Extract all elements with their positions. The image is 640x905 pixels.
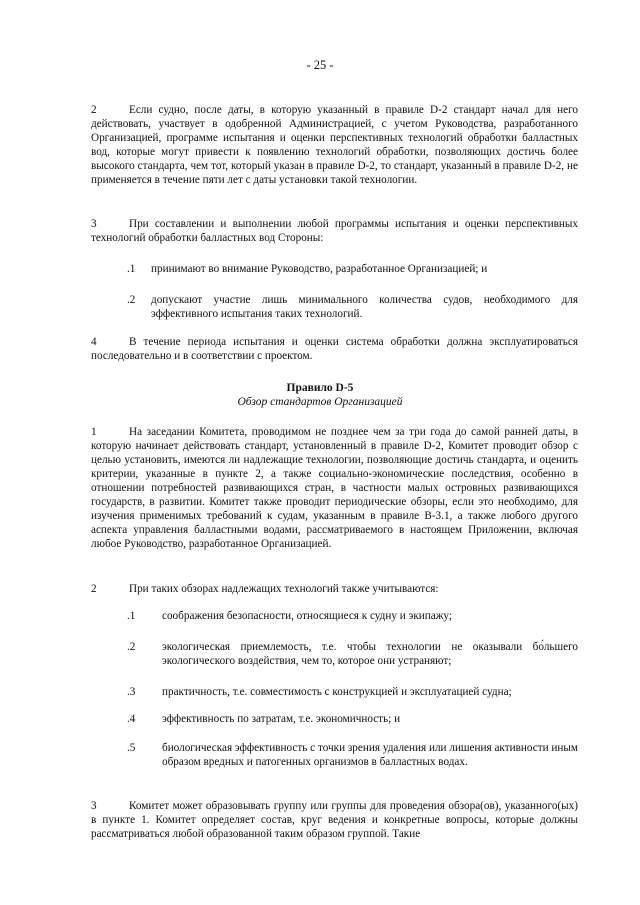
paragraph-number: 2: [91, 104, 97, 116]
list-item-number: .2: [127, 294, 136, 306]
list-item-number: .1: [127, 263, 136, 275]
list-item-text: допускают участие лишь минимального количества судов, необходимого для эффективного испытания таких технологий.: [151, 294, 578, 320]
paragraph-number: 1: [91, 426, 97, 438]
list-item: [127, 293, 578, 321]
list-item: [127, 685, 578, 699]
paragraph-number: 3: [91, 218, 97, 230]
paragraph-4: [91, 335, 578, 363]
paragraph-number: 4: [91, 336, 97, 348]
paragraph-text: На заседании Комитета, проводимом не позднее чем за три года до самой ранней даты, в которую начинает действовать стандарт, установленный в правиле D-2, Комитет проводит обзор с целью установить, имеются ли надлежащие технологии, позволяющие достичь стандарта, и оценить критерии, указанные в пункте 2, а также социально-экономические последствия, особенно в отношении потребностей развивающихся стран, в частности малых островных развивающихся государств, в развитии. Комитет также проводит периодические обзоры, если это необходимо, для изучения применимых требований к судам, указанным в правиле B-3.1, а также любого другого аспекта управления балластными водами, рассматриваемого в настоящем Приложении, включая любое Руководство, разработанное Организацией.: [91, 426, 578, 550]
paragraph-r3: [91, 799, 578, 841]
list-item-text: принимают во внимание Руководство, разработанное Организацией; и: [151, 263, 488, 275]
paragraph-text: При составлении и выполнении любой программы испытания и оценки перспективных технологий обработки балластных вод Стороны:: [91, 218, 578, 244]
rule-title: Правило D-5: [286, 382, 354, 394]
list-item-text: биологическая эффективность с точки зрения удаления или лишения активности иным образом вредных и патогенных организмов в балластных водах.: [162, 742, 578, 768]
paragraph-3: [91, 217, 578, 245]
paragraph-text: При таких обзорах надлежащих технологий также учитываются:: [129, 583, 439, 595]
paragraph-2: [91, 103, 578, 187]
list-item-text: эффективность по затратам, т.е. экономичность; и: [162, 713, 401, 725]
list-item-text: практичность, т.е. совместимость с конструкцией и эксплуатацией судна;: [162, 686, 512, 698]
paragraph-text: В течение периода испытания и оценки система обработки должна эксплуатироваться последовательно и в соответствии с проектом.: [91, 336, 578, 362]
paragraph-text: Если судно, после даты, в которую указанный в правиле D-2 стандарт начал для него действовать, участвует в одобренной Администрацией, с учетом Руководства, разработанного Организацией, программе испытания и оценки перспективных технологий обработки балластных вод, которые могут привести к появлению технологий обработки, позволяющих достичь более высокого стандарта, чем тот, который указан в правиле D-2, то стандарт, указанный в правиле D-2, не применяется в течение пяти лет с даты установки такой технологии.: [91, 104, 578, 186]
list-item-number: .5: [127, 742, 136, 754]
list-item-number: .3: [127, 686, 136, 698]
list-item: [127, 609, 578, 623]
rule-subtitle: Обзор стандартов Организацией: [237, 396, 403, 408]
list-item-number: .2: [127, 641, 136, 653]
page-number: - 25 -: [306, 58, 334, 72]
paragraph-r1: [91, 425, 578, 551]
list-item: [127, 640, 578, 668]
list-item: [127, 262, 578, 276]
list-item-text: соображения безопасности, относящиеся к судну и экипажу;: [162, 610, 452, 622]
list-item-number: .4: [127, 713, 136, 725]
list-item: [127, 712, 578, 726]
paragraph-text: Комитет может образовывать группу или группы для проведения обзора(ов), указанного(ых) в пункте 1. Комитет определяет состав, круг ведения и конкретные вопросы, которые должны рассматриваться любой образованной таким образом группой. Такие: [91, 800, 578, 840]
paragraph-r2: [91, 582, 578, 596]
paragraph-number: 3: [91, 800, 97, 812]
paragraph-number: 2: [91, 583, 97, 595]
list-item: [127, 741, 578, 769]
list-item-text: экологическая приемлемость, т.е. чтобы технологии не оказывали бо́льшего экологического воздействия, чем то, которое они устраняют;: [162, 641, 578, 667]
list-item-number: .1: [127, 610, 136, 622]
